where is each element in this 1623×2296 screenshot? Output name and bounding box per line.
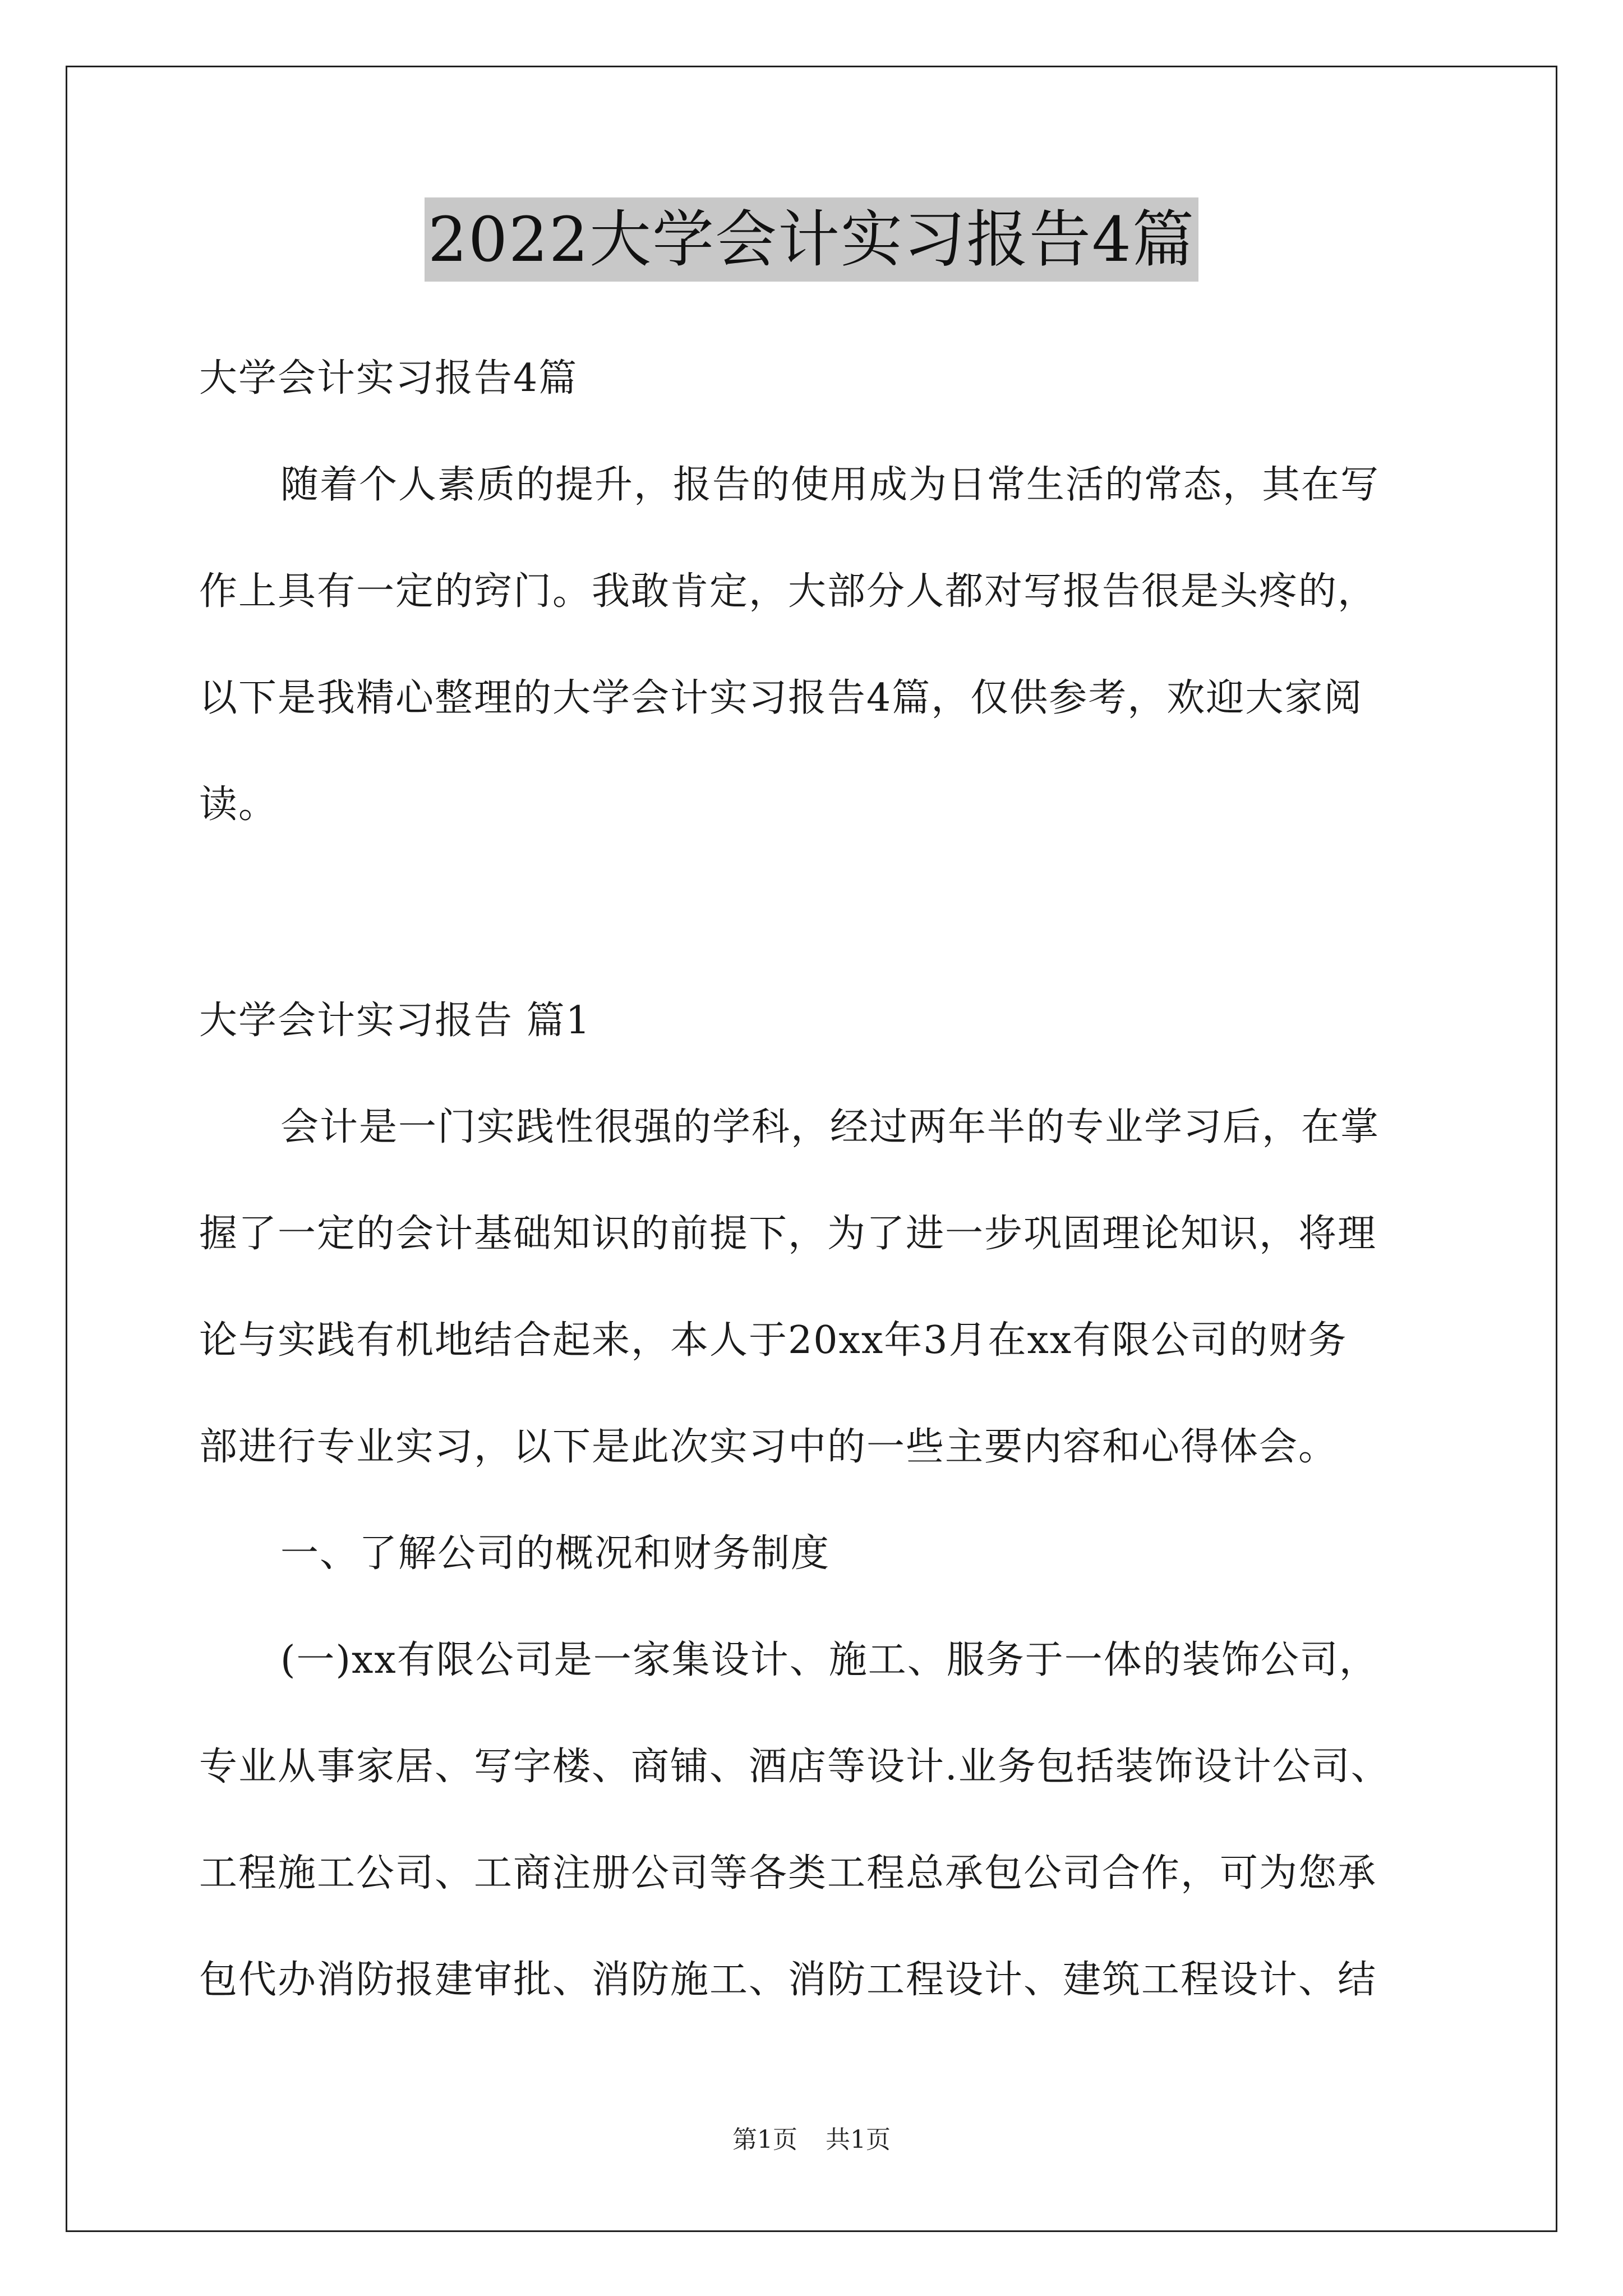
intro-line: 随着个人素质的提升，报告的使用成为日常生活的常态，其在写 — [280, 463, 1380, 507]
body-line: 论与实践有机地结合起来，本人于20xx年3月在xx有限公司的财务 — [199, 1318, 1348, 1363]
intro-line: 作上具有一定的窍门。我敢肯定，大部分人都对写报告很是头疼的， — [199, 569, 1377, 614]
body-line: 工程施工公司、工商注册公司等各类工程总承包公司合作，可为您承 — [199, 1851, 1377, 1895]
intro-line: 以下是我精心整理的大学会计实习报告4篇，仅供参考，欢迎大家阅 — [199, 676, 1363, 720]
title-block — [0, 197, 1623, 282]
page-total: 共1页 — [826, 2125, 891, 2154]
body-line: 包代办消防报建审批、消防施工、消防工程设计、建筑工程设计、结 — [199, 1958, 1377, 2002]
intro-line: 读。 — [199, 783, 278, 827]
page-number: 第1页 — [732, 2125, 797, 2154]
body-line: 会计是一门实践性很强的学科，经过两年半的专业学习后，在掌 — [280, 1105, 1380, 1149]
body-line: 专业从事家居、写字楼、商铺、酒店等设计.业务包括装饰设计公司、 — [199, 1745, 1390, 1789]
section-heading: 大学会计实习报告 篇1 — [199, 999, 591, 1043]
body-line: 部进行专业实习，以下是此次实习中的一些主要内容和心得体会。 — [199, 1425, 1338, 1469]
document-title: 2022大学会计实习报告4篇 — [425, 197, 1198, 282]
body-line: 握了一定的会计基础知识的前提下，为了进一步巩固理论知识，将理 — [199, 1212, 1377, 1256]
body-line: (一)xx有限公司是一家集设计、施工、服务于一体的装饰公司， — [280, 1638, 1378, 1682]
page-footer — [0, 2123, 1623, 2157]
subtitle: 大学会计实习报告4篇 — [199, 356, 578, 401]
body-heading: 一、了解公司的概况和财务制度 — [280, 1531, 831, 1576]
